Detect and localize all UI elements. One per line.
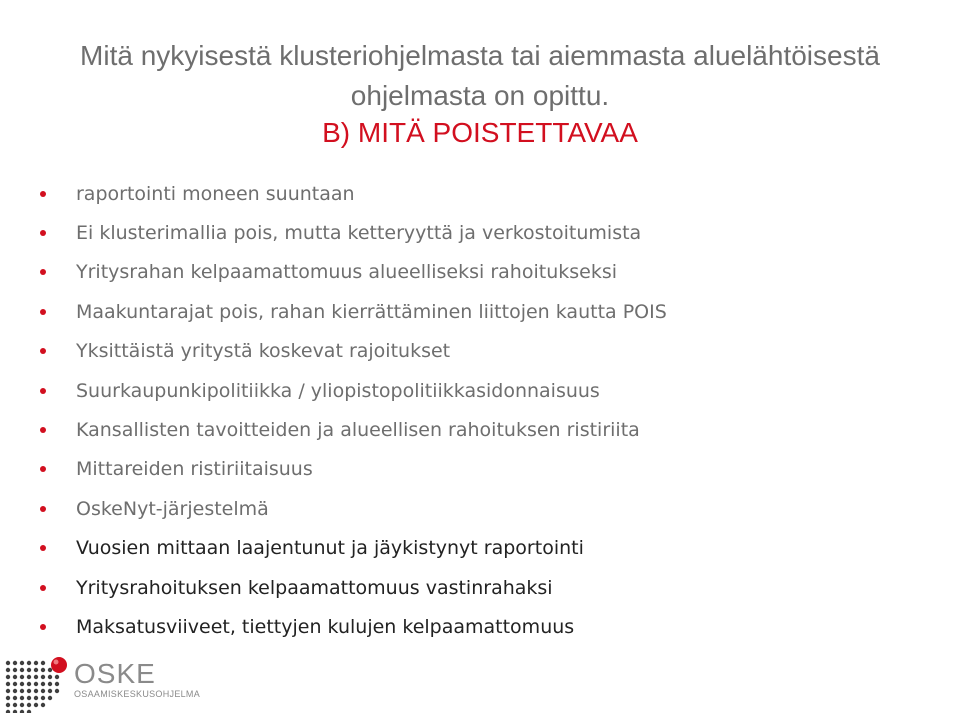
- bullet-item: [40, 529, 667, 568]
- bullet-text: Maksatusviiveet, tiettyjen kulujen kelpaamattomuus: [76, 615, 575, 638]
- logo-name: OSKE: [74, 658, 156, 689]
- bullet-icon: [40, 545, 46, 551]
- bullet-item: [40, 410, 667, 449]
- bullet-item: [40, 332, 667, 371]
- bullet-icon: [40, 191, 46, 197]
- bullet-icon: [40, 624, 46, 630]
- slide-title: [20, 36, 940, 116]
- bullet-item: [40, 607, 667, 646]
- bullet-item: [40, 489, 667, 528]
- bullet-text: Yritysrahan kelpaamattomuus alueelliseksi rahoitukseksi: [76, 261, 618, 284]
- bullet-icon: [40, 309, 46, 315]
- bullet-list: [40, 174, 667, 647]
- bullet-icon: [40, 230, 46, 236]
- bullet-icon: [40, 269, 46, 275]
- bullet-text: Kansallisten tavoitteiden ja alueellisen rahoituksen ristiriita: [76, 419, 640, 442]
- bullet-icon: [40, 388, 46, 394]
- slide-title-line-1: Mitä nykyisestä klusteriohjelmasta tai aiemmasta aluelähtöisestä: [80, 40, 880, 71]
- bullet-text: raportointi moneen suuntaan: [76, 182, 355, 205]
- slide-title-line-2: ohjelmasta on opittu.: [350, 80, 610, 111]
- slide-subtitle: B) MITÄ POISTETTAVAA: [322, 117, 638, 148]
- bullet-text: Ei klusterimallia pois, mutta ketteryyttä ja verkostoitumista: [76, 222, 642, 245]
- logo-tagline: OSAAMISKESKUSOHJELMA: [74, 689, 201, 699]
- bullet-icon: [40, 585, 46, 591]
- bullet-text: OskeNyt-järjestelmä: [76, 497, 269, 520]
- bullet-item: [40, 568, 667, 607]
- bullet-icon: [40, 466, 46, 472]
- bullet-icon: [40, 506, 46, 512]
- bullet-text: Maakuntarajat pois, rahan kierrättäminen liittojen kautta POIS: [76, 300, 667, 323]
- bullet-item: [40, 371, 667, 410]
- bullet-text: Mittareiden ristiriitaisuus: [76, 458, 313, 481]
- bullet-item: [40, 253, 667, 292]
- bullet-item: [40, 174, 667, 213]
- bullet-item: [40, 213, 667, 252]
- bullet-text: Vuosien mittaan laajentunut ja jäykistynyt raportointi: [76, 537, 584, 560]
- bullet-text: Yksittäistä yritystä koskevat rajoitukset: [76, 340, 451, 363]
- bullet-text: Yritysrahoituksen kelpaamattomuus vastinrahaksi: [76, 576, 553, 599]
- bullet-item: [40, 450, 667, 489]
- bullet-icon: [40, 348, 46, 354]
- bullet-text: Suurkaupunkipolitiikka / yliopistopolitiikkasidonnaisuus: [76, 379, 600, 402]
- bullet-icon: [40, 427, 46, 433]
- bullet-item: [40, 292, 667, 331]
